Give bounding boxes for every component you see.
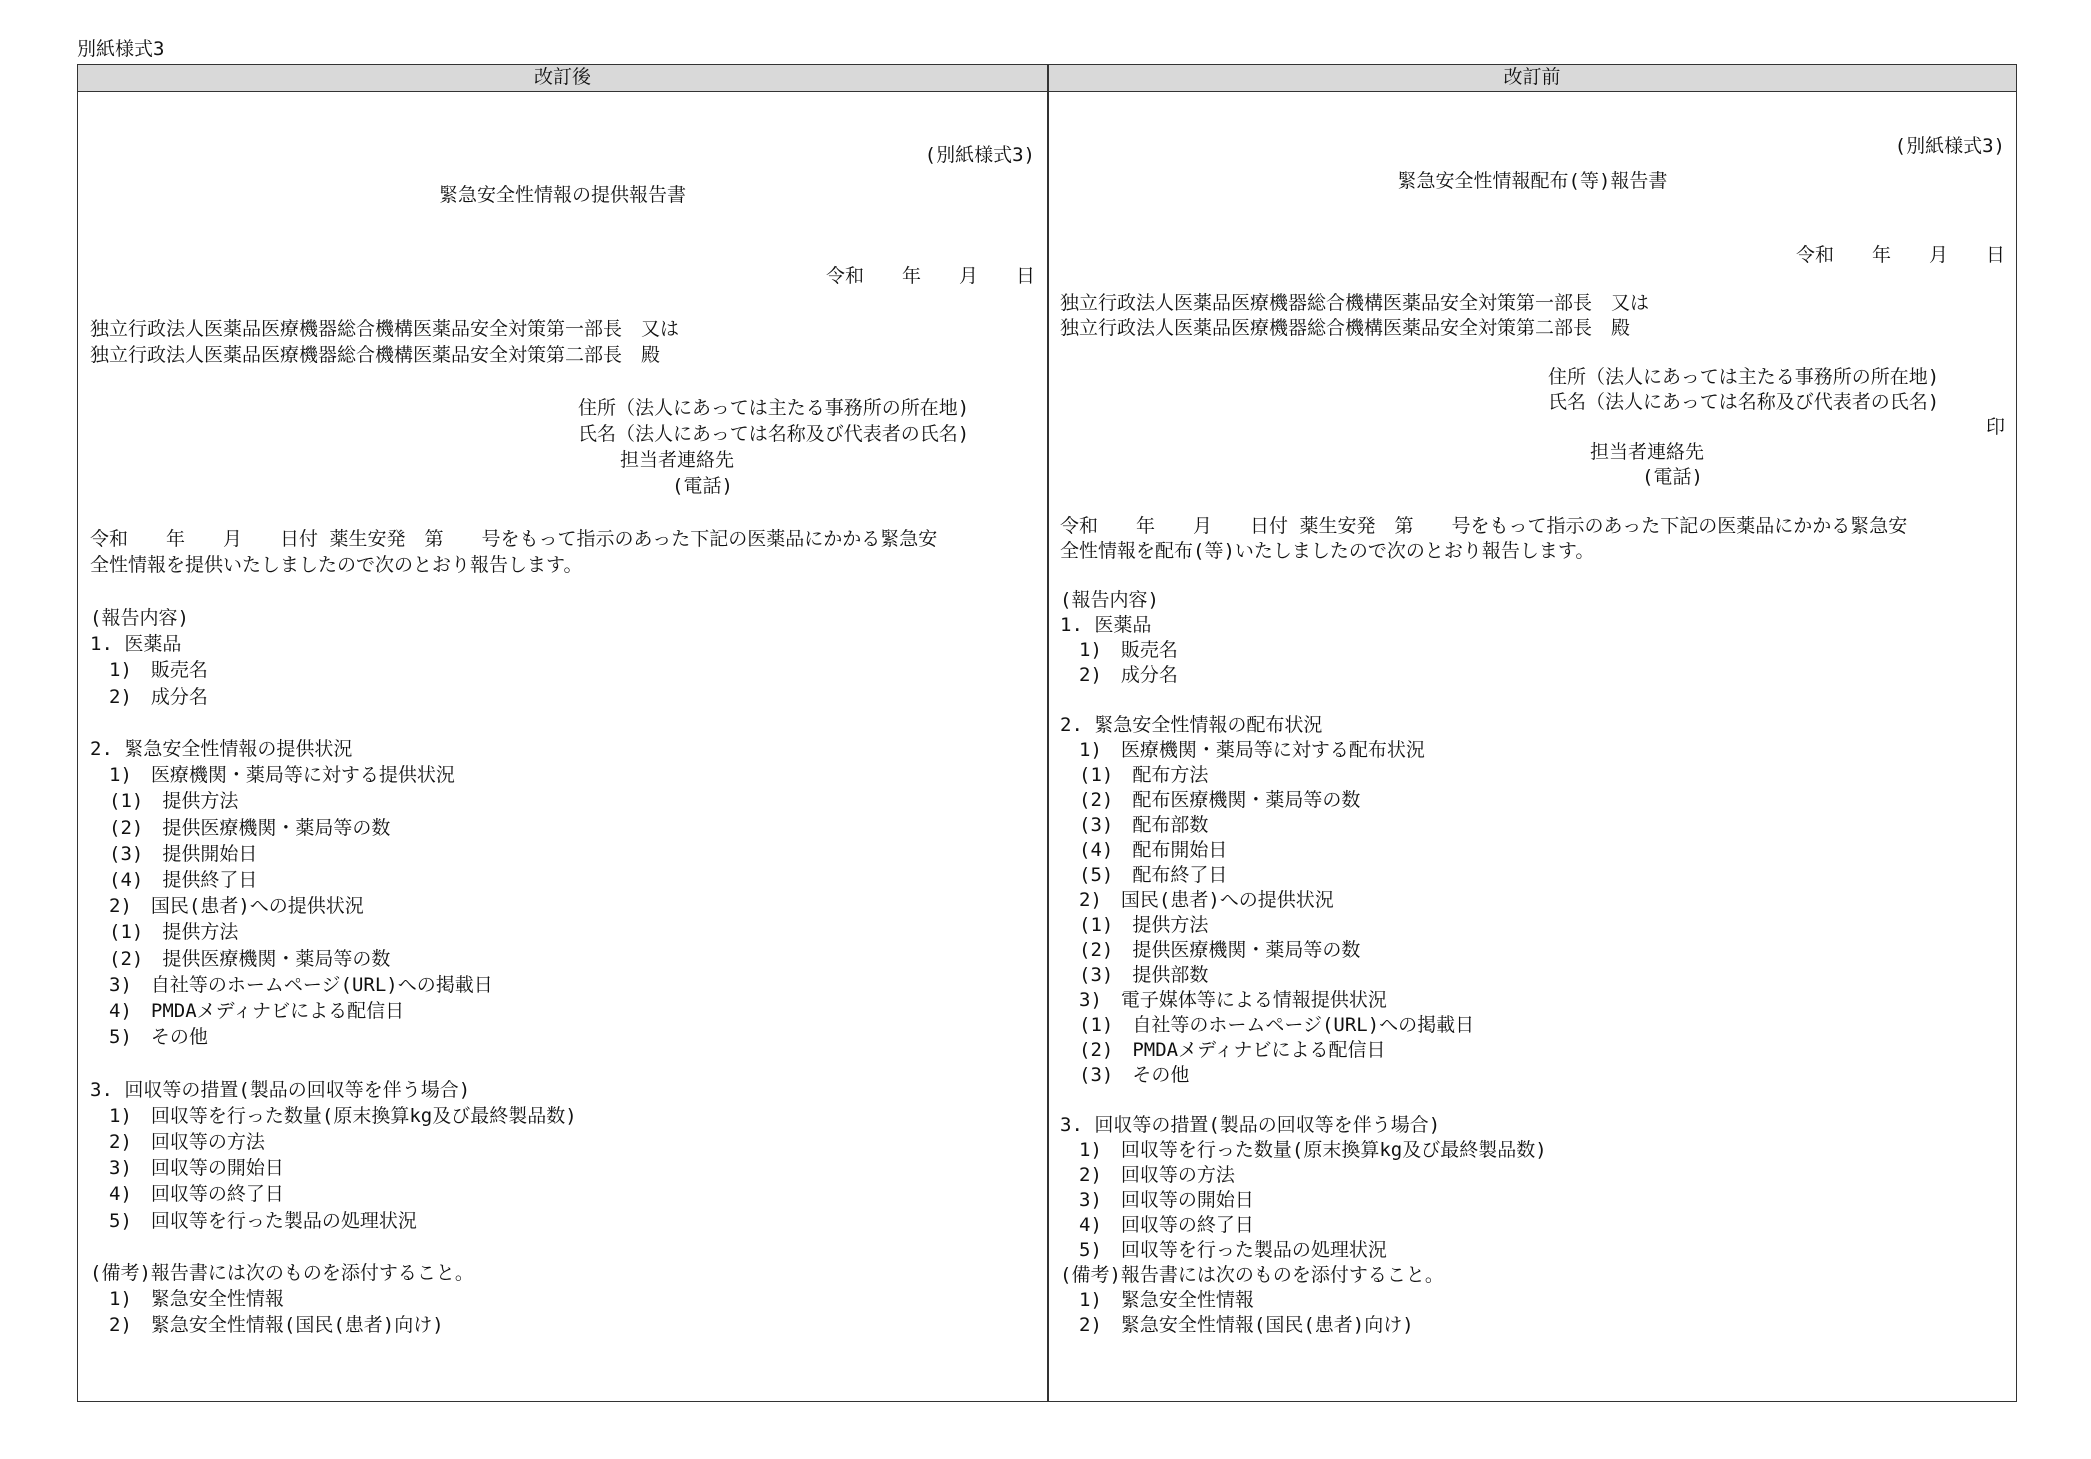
list-item: (5) 配布終了日 (1060, 864, 1228, 886)
list-item: (1) 提供方法 (90, 921, 239, 944)
seal-mark: 印 (1985, 416, 2005, 438)
sender-name: 氏名（法人にあっては名称及び代表者の氏名) (1548, 391, 1940, 413)
list-item: 1) 販売名 (1060, 639, 1178, 661)
list-item: 5) 回収等を行った製品の処理状況 (90, 1209, 417, 1232)
list-item: 5) その他 (90, 1026, 208, 1049)
list-item: 2) 回収等の方法 (1060, 1164, 1235, 1186)
body-text-line-2: 全性情報を配布(等)いたしましたので次のとおり報告します。 (1060, 540, 1595, 562)
list-item: 2. 緊急安全性情報の配布状況 (1060, 714, 1323, 736)
list-item: 1) 販売名 (90, 659, 208, 682)
list-item: 1) 回収等を行った数量(原末換算kg及び最終製品数) (1060, 1139, 1547, 1161)
column-divider (1047, 65, 1049, 1401)
list-item: (報告内容) (1060, 589, 1159, 611)
list-item: 2) 成分名 (90, 685, 208, 708)
document-title: 緊急安全性情報の提供報告書 (438, 184, 686, 206)
sender-address: 住所（法人にあっては主たる事務所の所在地) (578, 397, 970, 419)
body-text-line-1: 令和 年 月 日付 薬生安発 第 号をもって指示のあった下記の医薬品にかかる緊急安 (90, 528, 938, 550)
list-item: 4) PMDAメディナビによる配信日 (90, 1000, 405, 1022)
report-date: 令和 年 月 日 (825, 265, 1035, 287)
list-item: 5) 回収等を行った製品の処理状況 (1060, 1239, 1387, 1261)
list-item: (3) 提供開始日 (90, 842, 258, 865)
list-item: (2) 提供医療機関・薬局等の数 (1060, 939, 1361, 961)
addressee-line-2: 独立行政法人医薬品医療機器総合機構医薬品安全対策第二部長 殿 (90, 344, 661, 366)
body-text-line-2: 全性情報を提供いたしましたので次のとおり報告します。 (90, 554, 583, 576)
list-item: (備考)報告書には次のものを添付すること。 (90, 1262, 474, 1284)
list-item: (2) PMDAメディナビによる配信日 (1060, 1039, 1386, 1061)
list-item: 2) 成分名 (1060, 664, 1178, 686)
addressee-line-2: 独立行政法人医薬品医療機器総合機構医薬品安全対策第二部長 殿 (1060, 317, 1631, 339)
list-item: (3) 提供部数 (1060, 964, 1209, 986)
list-item: 4) 回収等の終了日 (90, 1183, 284, 1206)
list-item: 3. 回収等の措置(製品の回収等を伴う場合) (90, 1078, 471, 1101)
list-item: (1) 提供方法 (90, 790, 239, 813)
list-item: (3) その他 (1060, 1064, 1190, 1086)
form-number: (別紙様式3) (1894, 135, 2005, 157)
list-item: (備考)報告書には次のものを添付すること。 (1060, 1264, 1444, 1286)
contact-person: 担当者連絡先 (1590, 441, 1705, 463)
list-item: 3) 自社等のホームページ(URL)への掲載日 (90, 973, 493, 996)
contact-phone: (電話) (672, 475, 733, 497)
revision-comparison-table (77, 64, 2017, 1402)
list-item: 3) 回収等の開始日 (1060, 1189, 1254, 1211)
list-item: (1) 配布方法 (1060, 764, 1209, 786)
report-date: 令和 年 月 日 (1795, 244, 2005, 266)
list-item: (2) 配布医療機関・薬局等の数 (1060, 789, 1361, 811)
list-item: (報告内容) (90, 607, 189, 629)
sender-name: 氏名（法人にあっては名称及び代表者の氏名) (578, 423, 970, 445)
sender-address: 住所（法人にあっては主たる事務所の所在地) (1548, 366, 1940, 388)
list-item: 3. 回収等の措置(製品の回収等を伴う場合) (1060, 1114, 1441, 1136)
list-item: 3) 回収等の開始日 (90, 1157, 284, 1180)
list-item: 1. 医薬品 (90, 633, 182, 656)
list-item: 2) 国民(患者)への提供状況 (1060, 889, 1334, 911)
list-item: (4) 提供終了日 (90, 869, 258, 891)
page-label: 別紙様式3 (77, 38, 165, 60)
body-text-line-1: 令和 年 月 日付 薬生安発 第 号をもって指示のあった下記の医薬品にかかる緊急安 (1060, 515, 1908, 537)
list-item: 1) 緊急安全性情報 (1060, 1289, 1254, 1311)
document-title: 緊急安全性情報配布(等)報告書 (1397, 170, 1668, 192)
list-item: 1) 緊急安全性情報 (90, 1288, 284, 1311)
list-item: (1) 自社等のホームページ(URL)への掲載日 (1060, 1014, 1475, 1036)
list-item: 2) 緊急安全性情報(国民(患者)向け) (90, 1314, 444, 1337)
list-item: 2) 緊急安全性情報(国民(患者)向け) (1060, 1314, 1414, 1336)
form-number: (別紙様式3) (924, 144, 1035, 166)
list-item: (2) 提供医療機関・薬局等の数 (90, 816, 391, 839)
list-item: (3) 配布部数 (1060, 814, 1209, 836)
header-before-revision: 改訂前 (1503, 66, 1561, 88)
contact-phone: (電話) (1642, 466, 1703, 488)
list-item: 3) 電子媒体等による情報提供状況 (1060, 989, 1387, 1011)
list-item: 4) 回収等の終了日 (1060, 1214, 1254, 1236)
list-item: 2. 緊急安全性情報の提供状況 (90, 738, 353, 760)
list-item: 1) 医療機関・薬局等に対する配布状況 (1060, 739, 1425, 761)
header-after-revision: 改訂後 (533, 66, 591, 88)
list-item: 1) 回収等を行った数量(原末換算kg及び最終製品数) (90, 1104, 577, 1127)
list-item: 2) 国民(患者)への提供状況 (90, 895, 364, 918)
list-item: (4) 配布開始日 (1060, 839, 1228, 861)
contact-person: 担当者連絡先 (620, 449, 735, 471)
addressee-line-1: 独立行政法人医薬品医療機器総合機構医薬品安全対策第一部長 又は (90, 318, 680, 340)
list-item: (1) 提供方法 (1060, 914, 1209, 936)
list-item: 2) 回収等の方法 (90, 1131, 265, 1153)
list-item: (2) 提供医療機関・薬局等の数 (90, 947, 391, 970)
list-item: 1) 医療機関・薬局等に対する提供状況 (90, 764, 455, 787)
addressee-line-1: 独立行政法人医薬品医療機器総合機構医薬品安全対策第一部長 又は (1060, 292, 1650, 314)
list-item: 1. 医薬品 (1060, 614, 1152, 636)
